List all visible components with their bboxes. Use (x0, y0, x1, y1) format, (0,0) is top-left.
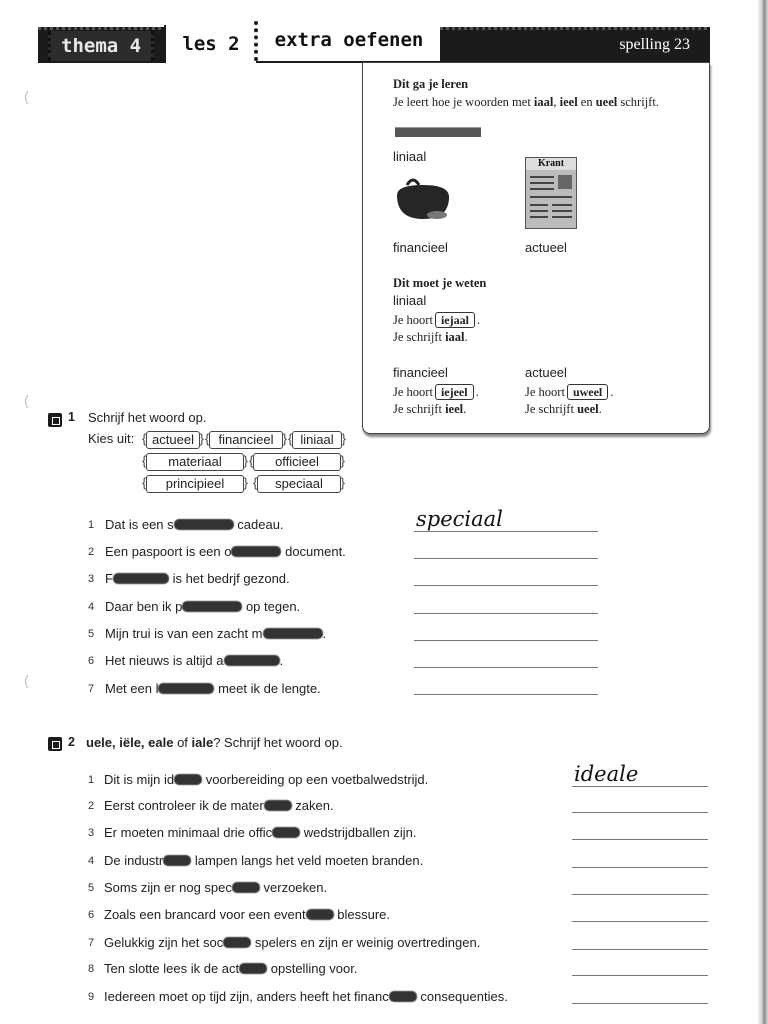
rule3-word: actueel (525, 365, 567, 380)
item-number: 4 (88, 601, 95, 613)
margin-mark: ( (24, 392, 29, 408)
choice-financieel: { financieel } (209, 431, 283, 449)
answer-line[interactable] (414, 694, 598, 695)
item-number: 7 (88, 937, 95, 949)
answer-line[interactable] (572, 975, 708, 976)
exercise-item: Er moeten minimaal drie offic wedstrijdballen zijn. (104, 825, 417, 840)
thema-tab: thema 4 (48, 31, 154, 61)
blotted-word (224, 655, 280, 666)
item-number: 2 (88, 546, 95, 558)
rule1-sound-chip: iejaal (435, 312, 475, 328)
exercise-2-instruction: uele, iële, eale of iale? Schrijf het woord op. (86, 735, 343, 750)
exercise-item: Ten slotte lees ik de act opstelling voor. (104, 961, 358, 976)
rule3-hear: Je hoort uweel . (525, 385, 614, 399)
answer-line[interactable] (572, 812, 708, 813)
exercise-1-number: 1 (68, 410, 75, 424)
item-number: 3 (88, 827, 95, 839)
answer-line[interactable] (414, 531, 598, 532)
word-liniaal: liniaal (393, 149, 427, 164)
answer-line[interactable] (414, 585, 598, 586)
item-number: 5 (88, 882, 95, 894)
exercise-item: Mijn trui is van een zacht m . (105, 626, 327, 641)
item-number: 7 (88, 683, 95, 695)
rule2-write: Je schrijft ieel. (393, 402, 467, 416)
answer-line[interactable] (572, 839, 708, 840)
exercise-item: Soms zijn er nog spec verzoeken. (104, 880, 328, 895)
newspaper-icon (525, 157, 577, 229)
exercise-item: Een paspoort is een o document. (105, 544, 346, 559)
exercise-item: Het nieuws is altijd a . (105, 653, 284, 668)
extra-oefenen-tab: extra oefenen (254, 21, 440, 61)
exercise-1-instruction: Schrijf het woord op. (88, 410, 207, 425)
exercise-item: Dit is mijn id voorbereiding op een voetbalwedstrijd. (104, 772, 429, 787)
blotted-word (182, 601, 242, 612)
example-answer-speciaal: speciaal (416, 507, 503, 531)
exercise-item: Iedereen moet op tijd zijn, anders heeft het financ consequenties. (104, 989, 508, 1004)
exercise-item: Daar ben ik p op tegen. (105, 599, 301, 614)
blotted-word (174, 519, 234, 530)
exercise-item: Zoals een brancard voor een event blessure. (104, 907, 391, 922)
blotted-word (232, 882, 260, 893)
answer-line[interactable] (414, 640, 598, 641)
blotted-word (272, 827, 300, 838)
know-title: Dit moet je weten (393, 276, 487, 290)
info-box (362, 62, 710, 434)
item-number: 8 (88, 963, 95, 975)
blotted-word (264, 800, 292, 811)
blotted-word (163, 855, 191, 866)
exercise-item: De industr lampen langs het veld moeten branden. (104, 853, 424, 868)
margin-mark: ( (24, 88, 29, 104)
item-number: 3 (88, 573, 95, 585)
learn-text: Je leert hoe je woorden met iaal, ieel en ueel schrijft. (393, 95, 659, 109)
exercise-item: Dat is een s cadeau. (105, 517, 284, 532)
rule2-hear: Je hoort iejeel . (393, 385, 479, 399)
les-tab: les 2 (164, 25, 256, 63)
newspaper-title: Krant (526, 158, 576, 170)
word-actueel: actueel (525, 240, 567, 255)
item-number: 6 (88, 909, 95, 921)
rule1-word: liniaal (393, 293, 427, 308)
rule3-write: Je schrijft ueel. (525, 402, 602, 416)
exercise-item: Gelukkig zijn het soc spelers en zijn er weinig overtredingen. (104, 935, 481, 950)
answer-line[interactable] (572, 921, 708, 922)
answer-line[interactable] (572, 867, 708, 868)
item-number: 4 (88, 855, 95, 867)
item-number: 5 (88, 628, 95, 640)
scan-edge (758, 0, 768, 1024)
exercise-item: Eerst controleer ik de mater zaken. (104, 798, 334, 813)
exercise-item: F is het bedrjf gezond. (105, 571, 290, 586)
choice-materiaal: { materiaal } (146, 453, 244, 471)
answer-line[interactable] (414, 613, 598, 614)
choice-officieel: { officieel } (253, 453, 341, 471)
choice-principieel: { principieel } (146, 475, 244, 493)
answer-line[interactable] (572, 949, 708, 950)
choice-speciaal: { speciaal } (257, 475, 341, 493)
rule3-sound-chip: uweel (567, 384, 608, 400)
purse-icon (393, 173, 453, 223)
blotted-word (158, 683, 214, 694)
spelling-page-label: spelling 23 (619, 36, 690, 53)
item-number: 2 (88, 800, 95, 812)
blotted-word (306, 909, 334, 920)
blotted-word (113, 573, 169, 584)
rule1-hear: Je hoort iejaal . (393, 313, 481, 327)
blotted-word (263, 628, 323, 639)
blotted-word (223, 937, 251, 948)
answer-line[interactable] (414, 558, 598, 559)
example-answer-ideale: ideale (574, 762, 639, 786)
learn-title: Dit ga je leren (393, 77, 469, 91)
blotted-word (389, 991, 417, 1002)
item-number: 6 (88, 655, 95, 667)
answer-line[interactable] (414, 667, 598, 668)
blotted-word (174, 774, 202, 785)
item-number: 9 (88, 991, 95, 1003)
word-financieel: financieel (393, 240, 448, 255)
blotted-word (231, 546, 281, 557)
choose-label: Kies uit: (88, 431, 135, 446)
blotted-word (239, 963, 267, 974)
exercise-2-icon (48, 737, 62, 751)
rule2-word: financieel (393, 365, 448, 380)
exercise-2-number: 2 (68, 735, 75, 749)
choice-liniaal: { liniaal } (292, 431, 342, 449)
item-number: 1 (88, 774, 95, 786)
rule2-sound-chip: iejeel (435, 384, 474, 400)
exercise-item: Met een l meet ik de lengte. (105, 681, 321, 696)
item-number: 1 (88, 519, 95, 531)
answer-line[interactable] (572, 894, 708, 895)
choice-actueel: { actueel } (146, 431, 200, 449)
answer-line[interactable] (572, 786, 708, 787)
exercise-1-icon (48, 413, 62, 427)
answer-line[interactable] (572, 1003, 708, 1004)
margin-mark: ( (24, 672, 29, 688)
ruler-image (395, 127, 481, 137)
rule1-write: Je schrijft iaal. (393, 330, 468, 344)
